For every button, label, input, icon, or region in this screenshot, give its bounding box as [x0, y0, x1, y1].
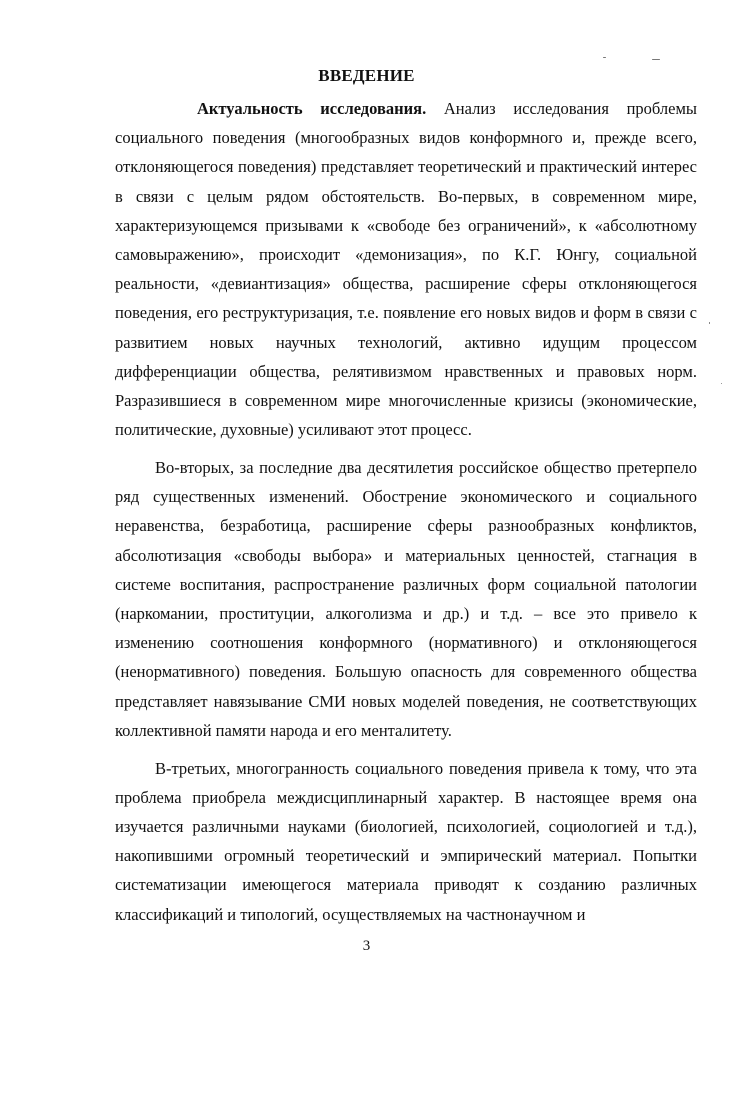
- body-text: [115, 94, 697, 929]
- scan-speck: [603, 57, 606, 58]
- paragraph-lead: Актуальность исследования.: [197, 99, 427, 118]
- paragraph-third: В-третьих, многогранность социального поведения привела к тому, что эта проблема приобрела междисциплинарный характер. В настоящее время она изучается различными науками (биологией, психологией, социологией и т.д.), накопившими огромный теоретический и эмпирический материал. Попытки систематизации имеющегося материала приводят к созданию различных классификаций и типологий, осуществляемых на частнонаучном и: [115, 758, 697, 924]
- scan-speck: [709, 322, 710, 324]
- page-number: 3: [362, 938, 371, 954]
- paragraph-second: Во-вторых, за последние два десятилетия российское общество претерпело ряд существенных изменений. Обострение экономического и социального неравенства, безработица, расширение сферы разнообразных конфликтов, абсолютизация «свободы выбора» и материальных ценностей, стагнация в системе воспитания, распространение различных форм социальной патологии (наркомании, проституции, алкоголизма и др.) и т.д. – все это привело к изменению соотношения конформного (нормативного) и отклоняющегося (ненормативного) поведения. Большую опасность для современного общества представляет навязывание СМИ новых моделей поведения, не соответствующих коллективной памяти народа и его менталитету.: [115, 458, 697, 740]
- page-heading: ВВЕДЕНИЕ: [318, 66, 415, 85]
- paragraph-relevance: [115, 94, 697, 444]
- scan-speck: [652, 59, 660, 60]
- paragraph-text: Анализ исследования проблемы социального поведения (многообразных видов конформного и, прежде всего, отклоняющегося поведения) представляет теоретический и практический интерес в связи с целым рядом обстоятельств. Во-первых, в современном мире, характеризующемся призывами к «свободе без ограничений», к «абсолютному самовыражению», происходит «демонизация», по К.Г. Юнгу, социальной реальности, «девиантизация» общества, расширение сферы отклоняющегося поведения, его реструктуризация, т.е. появление его новых видов и форм в связи с развитием новых научных технологий, активно идущим процессом дифференциации общества, релятивизмом нравственных и правовых норм. Разразившиеся в современном мире многочисленные кризисы (экономические, политические, духовные) усиливают этот процесс.: [115, 99, 697, 440]
- scan-speck: [721, 383, 722, 384]
